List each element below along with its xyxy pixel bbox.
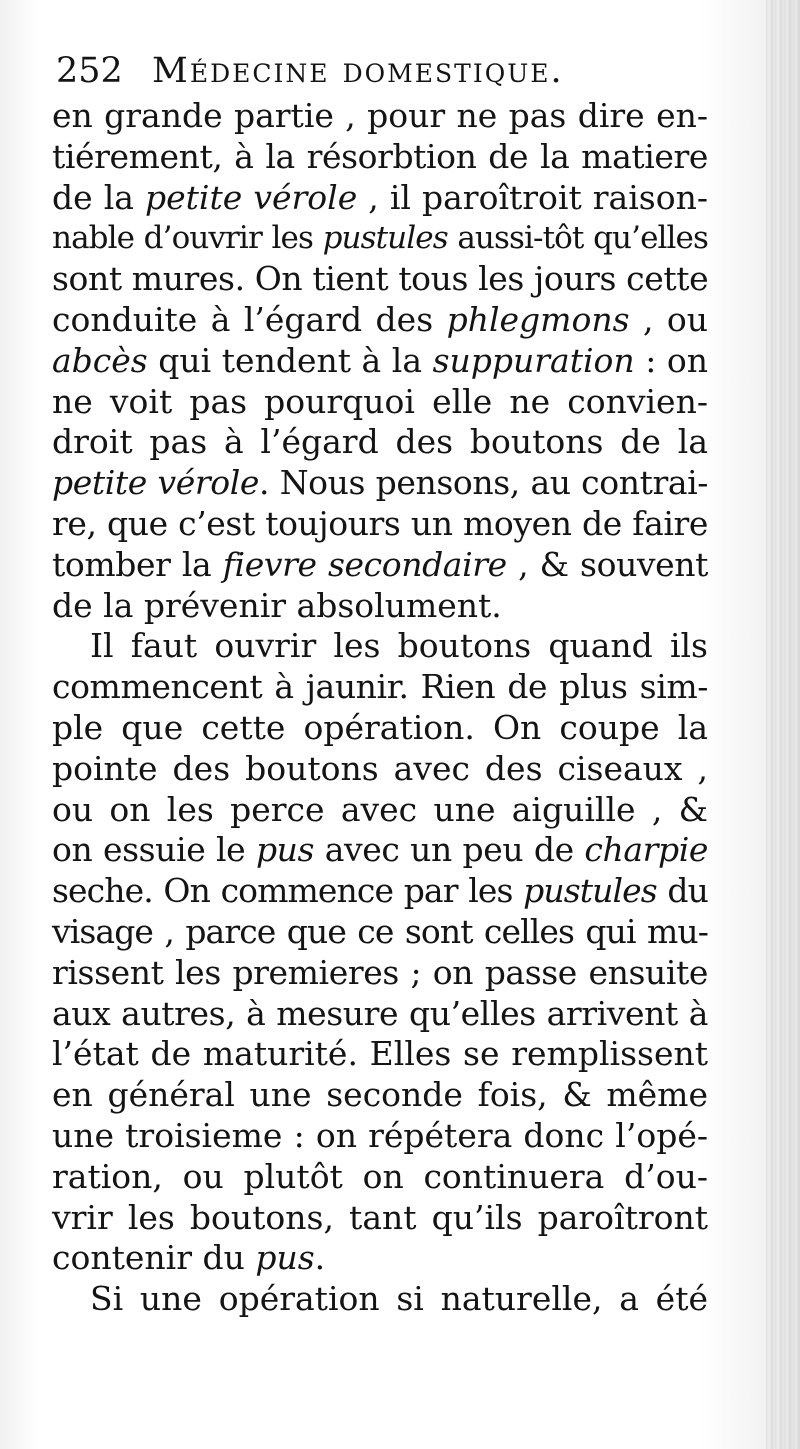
- text-line: [52, 1157, 708, 1198]
- text-run: l’état de maturité. Elles se remplissent: [52, 1034, 708, 1074]
- text-line: [52, 382, 708, 423]
- text-line: [52, 871, 708, 912]
- text-run: pointe des boutons avec des ciseaux ,: [52, 748, 708, 788]
- body-text: [52, 96, 708, 1320]
- text-run: du: [656, 871, 708, 911]
- text-line: [52, 708, 708, 749]
- text-line: [52, 994, 708, 1035]
- text-run: .: [314, 1238, 326, 1278]
- text-line: [52, 422, 708, 463]
- text-line: [52, 463, 708, 504]
- text-line: [52, 1075, 708, 1116]
- text-run: Si une opération si naturelle, a été: [90, 1279, 708, 1319]
- text-run: une troisieme : on répétera donc l’opé-: [52, 1115, 708, 1155]
- text-run: vrir les boutons, tant qu’ils paroîtront: [52, 1197, 708, 1237]
- italic-term: abcès: [52, 340, 148, 380]
- italic-term: fievre secondaire: [222, 544, 507, 584]
- text-run: , & souvent: [506, 544, 709, 584]
- italic-term: pus: [255, 830, 315, 870]
- text-run: , il paroîtroit raison-: [357, 177, 708, 217]
- text-run: de la prévenir absolument.: [52, 585, 502, 625]
- text-run: aux autres, à mesure qu’elles arrivent à: [52, 993, 708, 1033]
- text-line: [52, 1279, 708, 1320]
- text-line: [52, 586, 708, 627]
- text-run: conduite à l’égard des: [52, 299, 447, 339]
- text-run: . Nous pensons, au contrai-: [258, 463, 708, 503]
- italic-term: suppuration: [432, 340, 635, 380]
- text-line: [52, 300, 708, 341]
- text-run: nable d’ouvrir les: [52, 220, 323, 257]
- text-line: [52, 137, 708, 178]
- text-run: ne voit pas pourquoi elle ne convien-: [52, 381, 708, 421]
- text-run: aussi-tôt qu’elles: [447, 220, 708, 257]
- text-run: en général une seconde fois, & même: [52, 1075, 708, 1115]
- italic-term: pus: [255, 1238, 315, 1278]
- italic-term: petite vérole: [52, 463, 259, 503]
- text-run: : on: [634, 340, 709, 380]
- text-run: droit pas à l’égard des boutons de la: [52, 422, 708, 462]
- text-run: commencent à jaunir. Rien de plus sim-: [52, 667, 708, 707]
- text-line: [52, 1198, 708, 1239]
- page-edge-shadow: [766, 0, 800, 1449]
- text-run: re, que c’est toujours un moyen de faire: [52, 503, 708, 543]
- text-run: qui tendent à la: [147, 340, 433, 380]
- italic-term: petite vérole: [145, 177, 358, 217]
- running-header: [56, 44, 736, 98]
- text-line: [52, 953, 708, 994]
- text-line: [52, 626, 708, 667]
- text-line: [52, 667, 708, 708]
- text-line: [52, 341, 708, 382]
- text-run: tiérement, à la résorbtion de la matiere: [52, 136, 708, 176]
- text-line: [52, 790, 708, 831]
- text-line: [52, 830, 708, 871]
- text-line: [52, 218, 708, 259]
- text-line: [52, 749, 708, 790]
- text-line: [52, 545, 708, 586]
- text-run: ration, ou plutôt on continuera d’ou-: [52, 1156, 708, 1196]
- text-line: [52, 259, 708, 300]
- text-run: rissent les premieres ; on passe ensuite: [52, 952, 708, 992]
- text-run: tomber la: [52, 544, 223, 584]
- italic-term: pustules: [322, 220, 448, 257]
- text-run: ple que cette opération. On coupe la: [52, 707, 708, 747]
- text-run: on essuie le: [52, 830, 256, 870]
- text-run: contenir du: [52, 1238, 256, 1278]
- italic-term: pustules: [523, 871, 657, 911]
- italic-term: phlegmons: [446, 299, 630, 339]
- page-number: 252: [56, 51, 123, 91]
- italic-term: charpie: [584, 830, 708, 870]
- text-line: [52, 1116, 708, 1157]
- text-line: [52, 178, 708, 219]
- text-run: visage , parce que ce sont celles qui mu-: [52, 911, 708, 951]
- text-line: [52, 1238, 708, 1279]
- text-run: seche. On commence par les: [52, 871, 524, 911]
- text-line: [52, 504, 708, 545]
- text-run: de la: [52, 177, 146, 217]
- running-title: Médecine domestique.: [152, 51, 564, 91]
- text-run: ou on les perce avec une aiguille , &: [52, 789, 708, 829]
- text-line: [52, 1034, 708, 1075]
- text-line: [52, 96, 708, 137]
- text-run: avec un peu de: [314, 830, 585, 870]
- text-run: Il faut ouvrir les boutons quand ils: [90, 626, 708, 666]
- text-run: en grande partie , pour ne pas dire en-: [52, 96, 708, 135]
- text-run: sont mures. On tient tous les jours cette: [52, 259, 709, 299]
- text-run: , ou: [629, 299, 709, 339]
- text-line: [52, 912, 708, 953]
